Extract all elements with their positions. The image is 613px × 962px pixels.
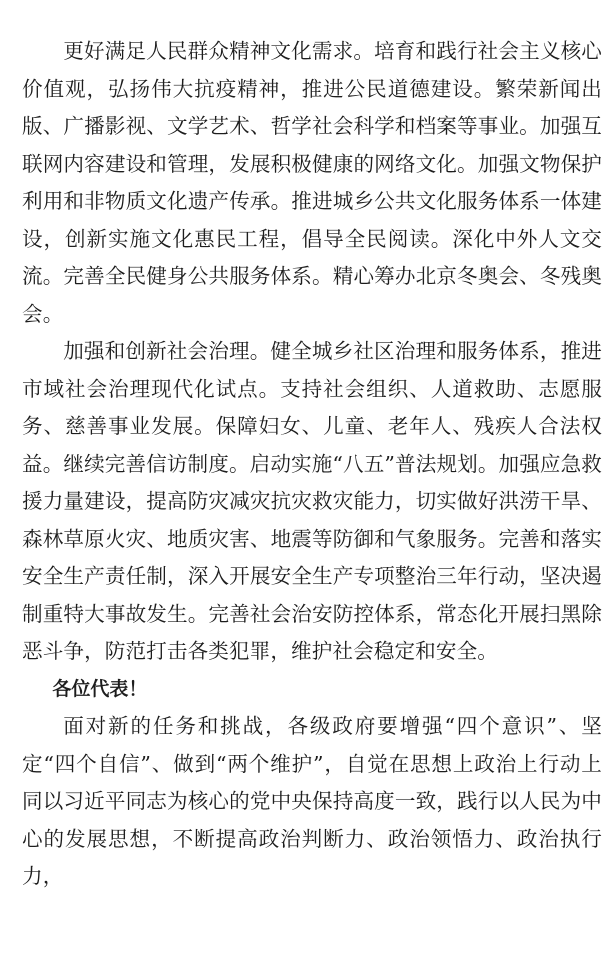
paragraph-culture: 更好满足人民群众精神文化需求。培育和践行社会主义核心价值观，弘扬伟大抗疫精神，推进公民道德建设。繁荣新闻出版、广播影视、文学艺术、哲学社会科学和档案等事业。加强互联网内容建设和管理，发展积极健康的网络文化。加强文物保护利用和非物质文化遗产传承。推进城乡公共文化服务体系一体建设，创新实施文化惠民工程，倡导全民阅读。深化中外人文交流。完善全民健身公共服务体系。精心筹办北京冬奥会、冬残奥会。 <box>22 39 602 326</box>
document-body <box>22 33 602 896</box>
paragraph-social-governance: 加强和创新社会治理。健全城乡社区治理和服务体系，推进市域社会治理现代化试点。支持社会组织、人道救助、志愿服务、慈善事业发展。保障妇女、儿童、老年人、残疾人合法权益。继续完善信访制度。启动实施“八五”普法规划。加强应急救援力量建设，提高防灾减灾抗灾救灾能力，切实做好洪涝干旱、森林草原火灾、地质灾害、地震等防御和气象服务。完善和落实安全生产责任制，深入开展安全生产专项整治三年行动，坚决遏制重特大事故发生。完善社会治安防控体系，常态化开展扫黑除恶斗争，防范打击各类犯罪，维护社会稳定和安全。 <box>22 339 602 663</box>
section-heading: 各位代表！ <box>52 677 148 700</box>
paragraph-closing: 面对新的任务和挑战，各级政府要增强“四个意识”、坚定“四个自信”、做到“两个维护”，自觉在思想上政治上行动上同以习近平同志为核心的党中央保持高度一致，践行以人民为中心的发展思想，不断提高政治判断力、政治领悟力、政治执行力， <box>22 714 602 888</box>
